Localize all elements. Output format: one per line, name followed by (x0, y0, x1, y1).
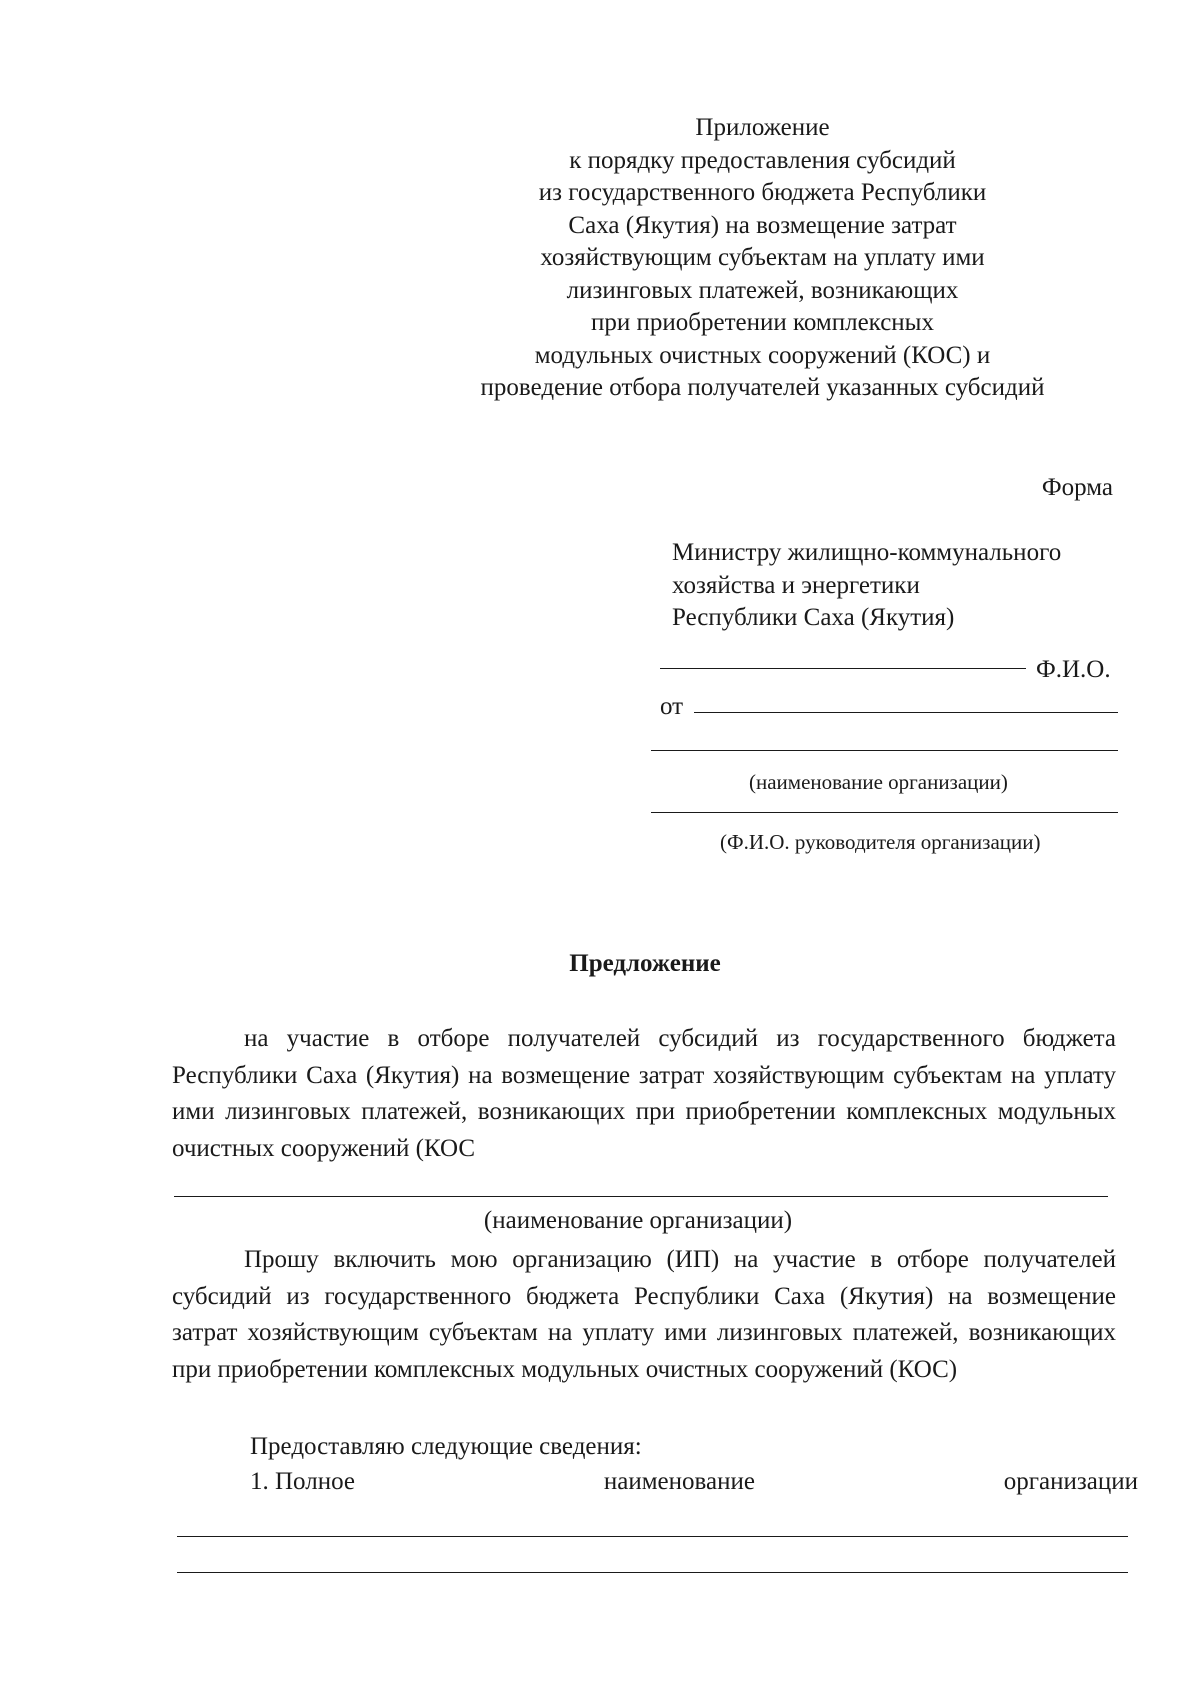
fio-blank-line[interactable] (660, 668, 1026, 669)
addressee-block (672, 537, 1061, 635)
appendix-line: Саха (Якутия) на возмещение затрат (568, 211, 957, 239)
request-paragraph-text: Прошу включить мою организацию (ИП) на участие в отборе получателей субсидий из государственного бюджета Республики Саха (Якутия) на возмещение затрат хозяйствующим субъектам на уплату ими лизинговых платежей, возникающих при приобретении комплексных модульных очистных сооружений (КОС) (172, 1246, 1116, 1383)
appendix-header (420, 112, 1105, 405)
appendix-line: лизинговых платежей, возникающих (566, 276, 959, 304)
org-blank-line[interactable] (651, 750, 1118, 751)
item-1-word: организации (1003, 1468, 1138, 1495)
from-blank-line[interactable] (694, 712, 1118, 713)
addressee-line: Республики Саха (Якутия) (672, 604, 955, 631)
addressee-line: хозяйства и энергетики (672, 571, 920, 599)
document-title: Предложение (569, 950, 721, 977)
request-paragraph (172, 1242, 1116, 1388)
addressee-line: Министру жилищно-коммунального (672, 539, 1062, 566)
intro-paragraph-text: на участие в отборе получателей субсидий из государственного бюджета Республики Саха (Якутия) на возмещение затрат хозяйствующим субъектам на уплату ими лизинговых платежей, возникающих при приобретении комплексных модульных очистных сооружений (КОС (172, 1025, 1116, 1162)
intro-paragraph (172, 1021, 1116, 1167)
appendix-line: хозяйствующим субъектам на уплату ими (540, 244, 985, 271)
appendix-line: при приобретении комплексных (591, 309, 934, 336)
item-1-line (250, 1467, 1138, 1497)
item-1-word: наименование (603, 1468, 755, 1495)
org-caption: (наименование организации) (749, 770, 1008, 794)
item-1-blank-line[interactable] (177, 1536, 1128, 1537)
appendix-line: из государственного бюджета Республики (538, 179, 987, 206)
head-blank-line[interactable] (651, 812, 1118, 813)
appendix-line: к порядку предоставления субсидий (569, 146, 956, 174)
head-caption: (Ф.И.О. руководителя организации) (720, 830, 1041, 854)
appendix-line: Приложение (695, 114, 830, 141)
fio-label: Ф.И.О. (1036, 656, 1111, 683)
org-name-blank-line[interactable] (174, 1196, 1108, 1197)
item-1-word: 1. Полное (250, 1468, 355, 1495)
appendix-line: проведение отбора получателей указанных субсидий (480, 374, 1045, 401)
item-1-blank-line[interactable] (177, 1572, 1128, 1573)
appendix-line: модульных очистных сооружений (КОС) и (534, 341, 991, 369)
org-name-caption: (наименование организации) (483, 1207, 793, 1234)
from-label: от (660, 693, 684, 720)
form-label: Форма (1041, 474, 1113, 501)
info-intro: Предоставляю следующие сведения: (250, 1433, 642, 1460)
